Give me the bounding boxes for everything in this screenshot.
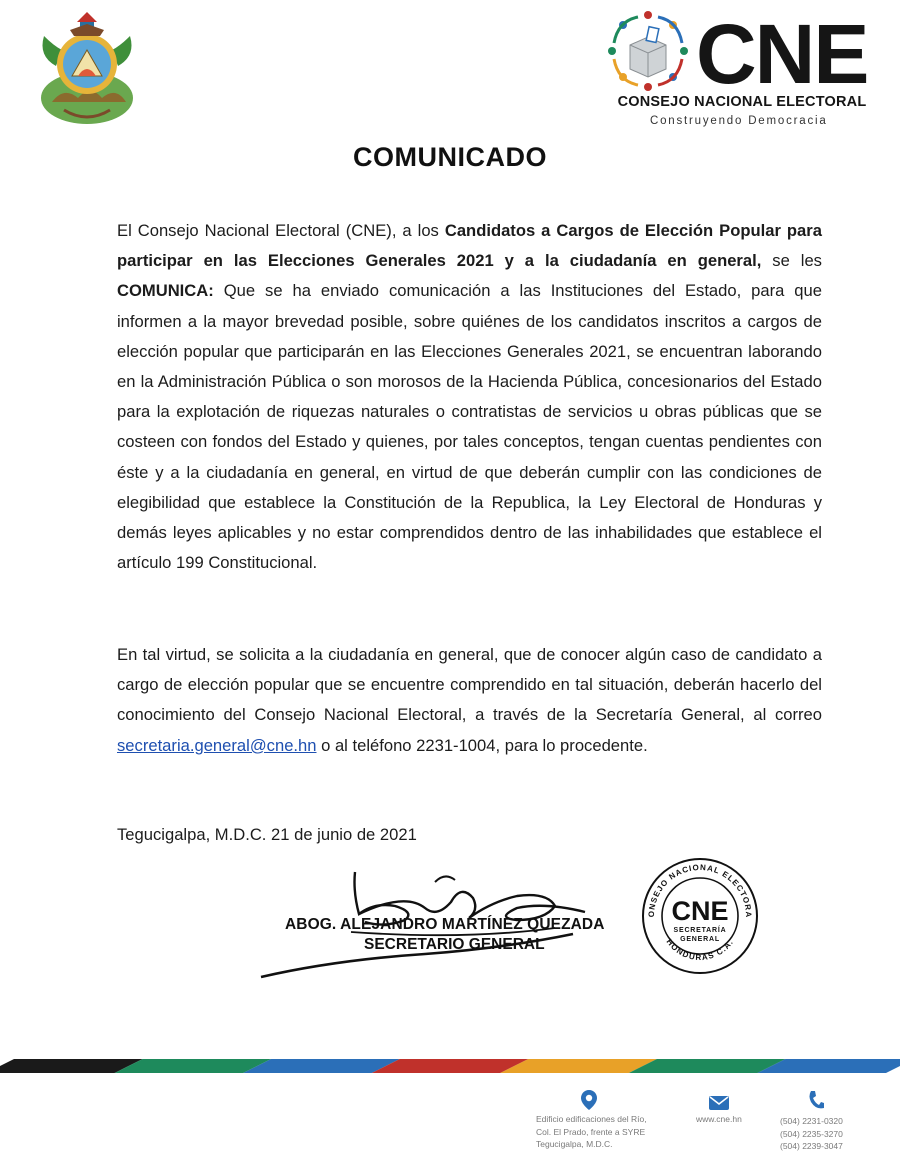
- body-paragraph-1: [117, 216, 822, 578]
- seal-line-2: GENERAL: [680, 936, 720, 943]
- seal-center-text: CNE: [671, 896, 729, 926]
- footer-website[interactable]: www.cne.hn: [696, 1114, 742, 1124]
- address-line-2: Col. El Prado, frente a SYRE: [536, 1126, 646, 1137]
- brand-tagline: Construyendo Democracia: [650, 115, 828, 127]
- phone-icon: [808, 1090, 824, 1110]
- honduras-coat-of-arms: [34, 6, 140, 128]
- brand-name: CNE: [696, 7, 868, 101]
- signer-title: SECRETARIO GENERAL: [364, 936, 545, 953]
- seal-ring-bottom-text: HONDURAS C.A.: [664, 937, 736, 963]
- body-paragraph-2: [117, 640, 822, 761]
- signer-name: ABOG. ALEJANDRO MARTÍNEZ QUEZADA: [285, 916, 605, 933]
- email-icon: [708, 1093, 730, 1111]
- phone-line-2: (504) 2235-3270: [780, 1128, 843, 1139]
- footer-color-band: [0, 1059, 900, 1073]
- footer-address: [536, 1113, 676, 1151]
- p1-text-2: se les: [761, 251, 822, 271]
- seal-ring-top-text: ONSEJO NACIONAL ELECTORA: [646, 862, 754, 919]
- phone-line-3: (504) 2239-3047: [780, 1141, 843, 1151]
- brand-full-name: CONSEJO NACIONAL ELECTORAL: [617, 94, 867, 110]
- address-line-3: Tegucigalpa, M.D.C.: [536, 1139, 613, 1149]
- secretaria-general-seal: [640, 856, 760, 976]
- email-link[interactable]: secretaria.general@cne.hn: [117, 735, 317, 755]
- seal-line-1: SECRETARÍA: [673, 927, 727, 934]
- footer-phones: [780, 1115, 843, 1153]
- p1-text-3: Que se ha enviado comunicación a las Instituciones del Estado, para que informen a la mayor brevedad posible, sobre quiénes de los candidatos inscritos a cargos de elección popular que participarán en las Elecciones Generales 2021, se encuentran laborando en la Administración Pública o son morosos de la Hacienda Pública, concesionarios del Estado para la explotación de riquezas naturales o contratistas de servicios u obras públicas que se costeen con fondos del Estado y quienes, por tales conceptos, tengan cuentas pendientes con éste y a la ciudadanía en general, en virtud de que deberán cumplir con las condiciones de elegibilidad que establece la Constitución de la Republica, la Ley Electoral de Honduras y demás leyes aplicables y no estar comprendidos dentro de las inhabilidades que establece el artículo 199 Constitucional.: [117, 281, 822, 573]
- cne-logo: [600, 6, 880, 130]
- p2-text-1: En tal virtud, se solicita a la ciudadanía en general, que de conocer algún caso de candidato a cargo de elección popular que se encuentre comprendido en tal situación, deberán hacerlo del conocimiento del Consejo Nacional Electoral, a través de la Secretaría General, al correo: [117, 645, 822, 725]
- location-pin-icon: [580, 1089, 598, 1111]
- handwritten-signature: [255, 862, 605, 987]
- ballot-box-icon: [600, 6, 696, 96]
- p1-bold-comunica: COMUNICA:: [117, 281, 214, 301]
- place-date: Tegucigalpa, M.D.C. 21 de junio de 2021: [117, 825, 417, 844]
- p1-bold-recipients: Candidatos a Cargos de Elección Popular para participar en las Elecciones Generales 2021 y a la ciudadanía en general,: [117, 221, 822, 271]
- address-line-1: Edificio edificaciones del Río,: [536, 1114, 647, 1124]
- p1-text-1: El Consejo Nacional Electoral (CNE), a los: [117, 221, 445, 240]
- document-title: COMUNICADO: [353, 142, 547, 172]
- phone-line-1: (504) 2231-0320: [780, 1116, 843, 1126]
- p2-text-2: o al teléfono 2231-1004, para lo procedente.: [316, 735, 648, 755]
